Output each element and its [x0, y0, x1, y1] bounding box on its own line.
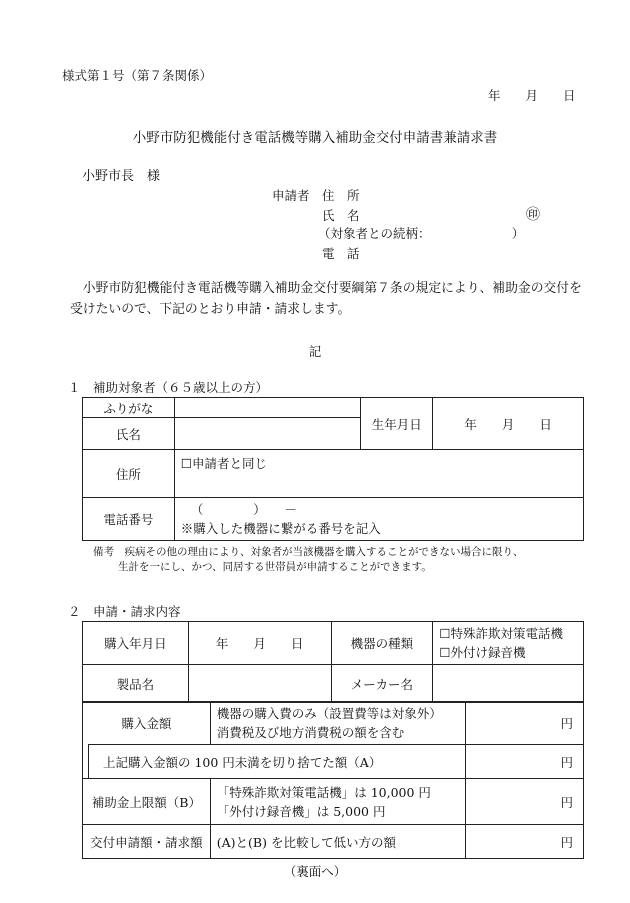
limit-note-1: 「特殊詐欺対策電話機」は 10,000 円	[216, 784, 431, 800]
name-label: 氏名	[83, 418, 175, 450]
yen-unit: 円	[560, 794, 573, 810]
product-name-field[interactable]	[188, 665, 331, 703]
device-type-label: 機器の種類	[331, 622, 433, 665]
applicant-relation: （対象者との続柄： ）	[318, 226, 525, 241]
amount-field[interactable]	[466, 702, 584, 745]
ki-marker: 記	[308, 344, 322, 359]
amount-table	[82, 701, 584, 859]
phone-field[interactable]	[174, 498, 583, 541]
yen-unit: 円	[560, 716, 573, 731]
addressee: 小野市長 様	[82, 169, 161, 184]
remark-line-1: 備考 疾病その他の理由により、対象者が当該機器を購入することができない場合に限り、	[93, 546, 524, 558]
applicant-phone-label: 電 話	[322, 246, 360, 261]
application-table	[82, 621, 584, 703]
amount-label: 購入金額	[83, 702, 211, 745]
applicant-label: 申請者	[272, 188, 310, 203]
limit-note	[210, 779, 465, 825]
remark-line-2: 生計を一にし、かつ、同居する世帯員が申請することができます。	[118, 561, 432, 573]
request-label: 交付申請額・請求額	[83, 825, 211, 859]
form-number: 様式第１号（第７条関係）	[62, 68, 213, 83]
section2-heading: ２ 申請・請求内容	[68, 604, 181, 619]
furigana-field[interactable]	[174, 398, 361, 418]
product-name-label: 製品名	[83, 665, 189, 703]
address-field[interactable]	[174, 450, 583, 498]
birthdate-label: 生年月日	[361, 398, 433, 450]
phone-note: ※購入した機器に繋がる番号を記入	[180, 521, 381, 536]
body-paragraph: 小野市防犯機能付き電話機等購入補助金交付要綱第７条の規定により、補助金の交付を受けたいので、下記のとおり申請・請求します。	[70, 281, 582, 317]
rounded-amount-label: 上記購入金額の 100 円未満を切り捨てた額（A）	[88, 745, 465, 779]
document-title: 小野市防犯機能付き電話機等購入補助金交付申請書兼請求書	[132, 130, 498, 146]
yen-unit: 円	[560, 754, 573, 770]
furigana-label: ふりがな	[83, 398, 175, 418]
limit-note-2: 「外付け録音機」は 5,000 円	[216, 803, 386, 819]
seal-mark: ㊞	[526, 207, 540, 223]
birthdate-field[interactable]: 年 月 日	[433, 398, 584, 450]
section1-heading: １ 補助対象者（６５歳以上の方）	[68, 380, 269, 395]
request-note: (A)と(B) を比較して低い方の額	[210, 825, 465, 859]
address-label: 住所	[83, 450, 175, 498]
amount-note-1: 機器の購入費のみ（設置費等は対象外）	[216, 706, 442, 721]
applicant-name-label: 氏 名	[322, 208, 360, 223]
same-as-applicant-checkbox[interactable]: ☐申請者と同じ	[180, 456, 267, 471]
amount-note	[210, 702, 465, 745]
amount-note-2: 消費税及び地方消費税の額を含む	[216, 725, 405, 740]
purchase-date-label: 購入年月日	[83, 622, 189, 665]
type-option-phone-checkbox[interactable]: ☐特殊詐欺対策電話機	[439, 626, 563, 641]
continue-overleaf: （裏面へ）	[283, 864, 347, 879]
applicant-address-label: 住 所	[322, 188, 360, 203]
phone-format: （ ） －	[190, 502, 298, 517]
type-option-recorder-checkbox[interactable]: ☐外付け録音機	[439, 645, 526, 660]
device-type-field	[433, 622, 584, 665]
purchase-date-field[interactable]: 年 月 日	[188, 622, 331, 665]
phone-label: 電話番号	[83, 498, 175, 541]
limit-field[interactable]	[466, 779, 584, 825]
request-field[interactable]	[466, 825, 584, 859]
date-line: 年 月 日	[488, 88, 576, 103]
maker-field[interactable]	[433, 665, 584, 703]
rounded-amount-field[interactable]	[466, 745, 584, 779]
maker-label: メーカー名	[331, 665, 433, 703]
target-person-table	[82, 397, 584, 541]
name-field[interactable]	[174, 418, 361, 450]
limit-label: 補助金上限額（B）	[83, 779, 211, 825]
yen-unit: 円	[560, 834, 573, 850]
